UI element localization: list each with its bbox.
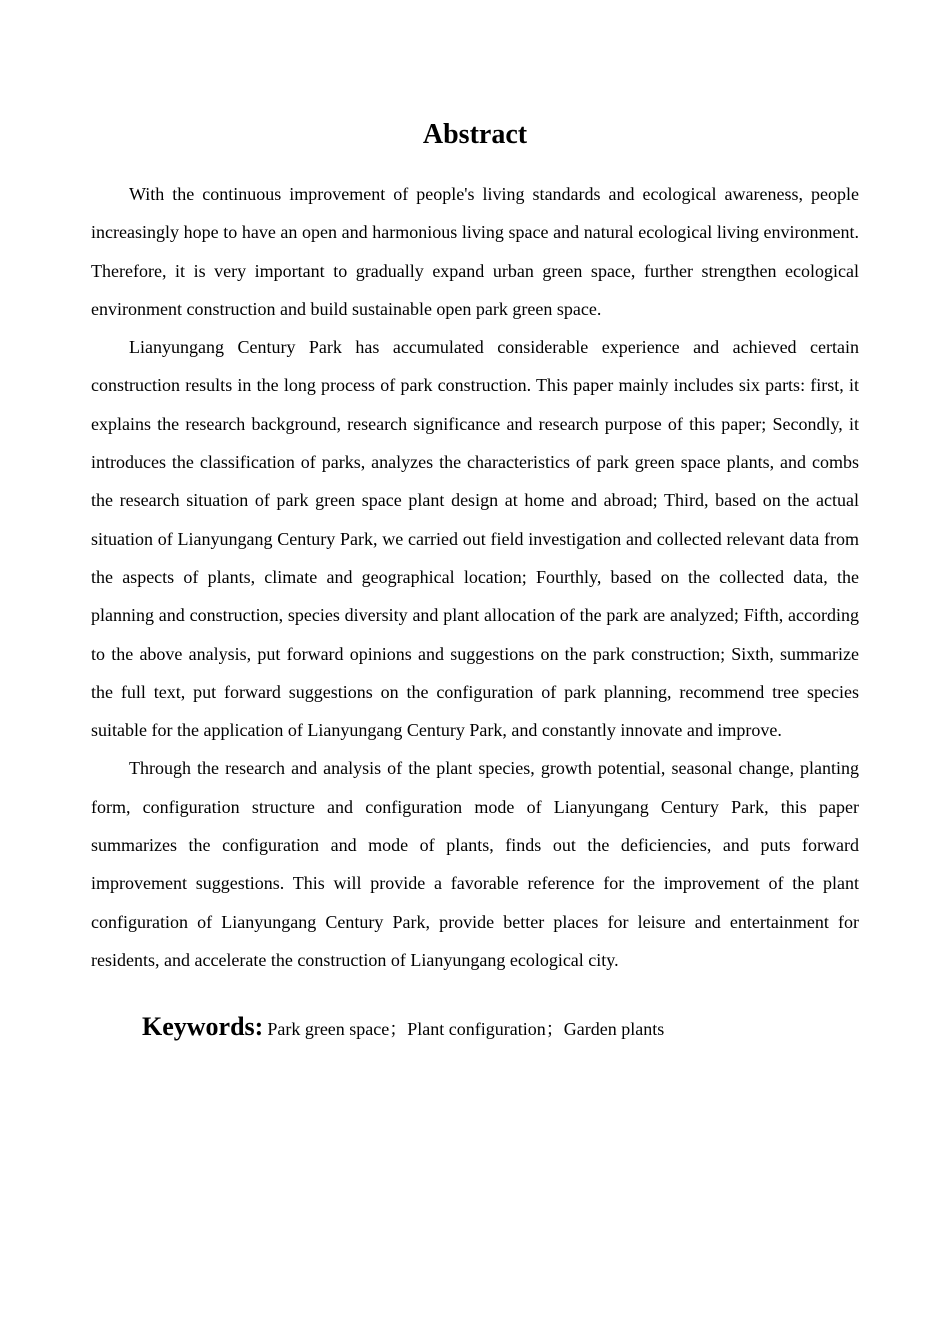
abstract-body <box>91 175 859 979</box>
abstract-paragraph-3: Through the research and analysis of the plant species, growth potential, seasonal change, planting form, configuration structure and configuration mode of Lianyungang Century Park, this paper summarizes the configuration and mode of plants, finds out the deficiencies, and puts forward improvement suggestions. This will provide a favorable reference for the improvement of the plant configuration of Lianyungang Century Park, provide better places for leisure and entertainment for residents, and accelerate the construction of Lianyungang ecological city. <box>91 758 859 970</box>
abstract-title: Abstract <box>422 119 528 150</box>
keywords-text: Park green space；Plant configuration；Garden plants <box>267 1019 665 1040</box>
keywords-label: Keywords: <box>142 1012 264 1042</box>
keywords-line <box>91 1007 859 1051</box>
abstract-paragraph-1: With the continuous improvement of people's living standards and ecological awareness, people increasingly hope to have an open and harmonious living space and natural ecological living environment. Therefore, it is very important to gradually expand urban green space, further strengthen ecological environment construction and build sustainable open park green space. <box>91 184 859 319</box>
document-page <box>91 0 859 1051</box>
abstract-paragraph-2: Lianyungang Century Park has accumulated considerable experience and achieved certain construction results in the long process of park construction. This paper mainly includes six parts: first, it explains the research background, research significance and research purpose of this paper; Secondly, it introduces the classification of parks, analyzes the characteristics of park green space plants, and combs the research situation of park green space plant design at home and abroad; Third, based on the actual situation of Lianyungang Century Park, we carried out field investigation and collected relevant data from the aspects of plants, climate and geographical location; Fourthly, based on the collected data, the planning and construction, species diversity and plant allocation of the park are analyzed; Fifth, according to the above analysis, put forward opinions and suggestions on the park construction; Sixth, summarize the full text, put forward suggestions on the configuration of park planning, recommend tree species suitable for the application of Lianyungang Century Park, and constantly innovate and improve. <box>91 337 859 741</box>
